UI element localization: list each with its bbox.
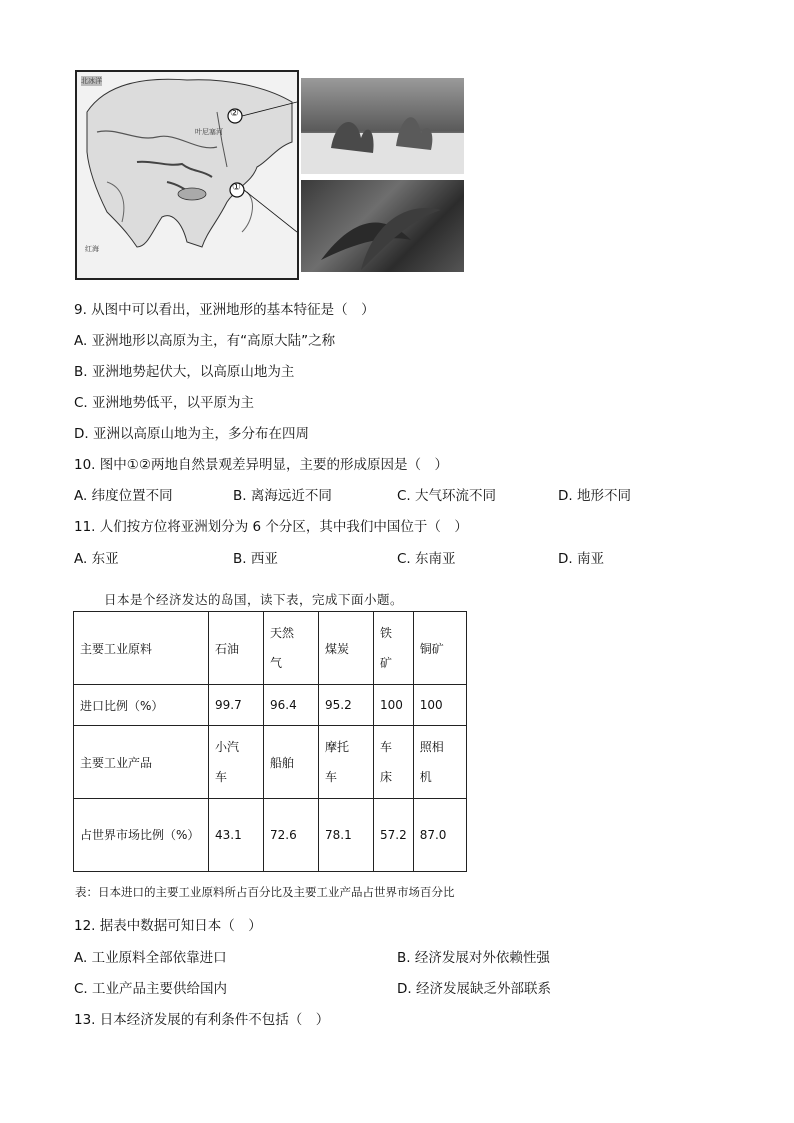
table-cell: 小汽车	[209, 726, 264, 799]
question-11-option-a[interactable]: A. 东亚	[74, 551, 119, 567]
table-row	[74, 799, 467, 872]
table-cell: 72.6	[264, 799, 319, 872]
question-10-stem: 10. 图中①②两地自然景观差异明显，主要的形成原因是（ ）	[74, 457, 448, 473]
question-10-option-a[interactable]: A. 纬度位置不同	[74, 488, 173, 504]
question-11-option-c[interactable]: C. 东南亚	[397, 551, 456, 567]
map-label-sea: 红海	[85, 245, 99, 253]
question-11-stem: 11. 人们按方位将亚洲划分为 6 个分区，其中我们中国位于（ ）	[74, 519, 468, 535]
table-cell: 车床	[374, 726, 414, 799]
question-10-option-d[interactable]: D. 地形不同	[558, 488, 631, 504]
table-cell: 天然气	[264, 612, 319, 685]
table-cell: 石油	[209, 612, 264, 685]
question-13-stem: 13. 日本经济发展的有利条件不包括（ ）	[74, 1012, 330, 1028]
question-9-option-a[interactable]: A. 亚洲地形以高原为主，有“高原大陆”之称	[74, 333, 336, 349]
table-cell: 100	[413, 685, 466, 726]
japan-industry-table	[73, 611, 467, 872]
table-cell: 铜矿	[413, 612, 466, 685]
question-11-option-b[interactable]: B. 西亚	[233, 551, 278, 567]
question-9-option-b[interactable]: B. 亚洲地势起伏大，以高原山地为主	[74, 364, 295, 380]
table-cell: 照相机	[413, 726, 466, 799]
table-row	[74, 685, 467, 726]
table-cell: 铁矿	[374, 612, 414, 685]
table-cell: 船舶	[264, 726, 319, 799]
question-12-option-d[interactable]: D. 经济发展缺乏外部联系	[397, 981, 551, 997]
table-cell: 煤炭	[319, 612, 374, 685]
table-row	[74, 726, 467, 799]
map-marker-1: ①	[232, 182, 241, 193]
table-cell: 进口比例（%）	[74, 685, 209, 726]
question-11-option-d[interactable]: D. 南亚	[558, 551, 604, 567]
table-cell: 99.7	[209, 685, 264, 726]
question-12-option-c[interactable]: C. 工业产品主要供给国内	[74, 981, 228, 997]
table-cell: 摩托车	[319, 726, 374, 799]
table-cell: 100	[374, 685, 414, 726]
table-cell: 主要工业原料	[74, 612, 209, 685]
table-intro: 日本是个经济发达的岛国，读下表，完成下面小题。	[104, 592, 404, 607]
question-10-option-c[interactable]: C. 大气环流不同	[397, 488, 497, 504]
question-9-option-c[interactable]: C. 亚洲地势低平，以平原为主	[74, 395, 255, 411]
question-9-stem: 9. 从图中可以看出，亚洲地形的基本特征是（ ）	[74, 302, 375, 318]
landscape-photo-tundra	[301, 78, 464, 174]
table-cell: 主要工业产品	[74, 726, 209, 799]
question-12-stem: 12. 据表中数据可知日本（ ）	[74, 918, 262, 934]
question-10-option-b[interactable]: B. 离海远近不同	[233, 488, 332, 504]
landscape-photo-rainforest	[301, 180, 464, 272]
table-cell: 占世界市场比例（%）	[74, 799, 209, 872]
question-12-option-b[interactable]: B. 经济发展对外依赖性强	[397, 950, 550, 966]
table-row	[74, 612, 467, 685]
asia-map-drawing	[77, 72, 297, 278]
table-cell: 95.2	[319, 685, 374, 726]
table-cell: 57.2	[374, 799, 414, 872]
map-marker-2: ②	[230, 108, 239, 119]
table-cell: 43.1	[209, 799, 264, 872]
table-cell: 87.0	[413, 799, 466, 872]
asia-map-figure	[75, 70, 299, 280]
question-9-option-d[interactable]: D. 亚洲以高原山地为主，多分布在四周	[74, 426, 309, 442]
table-cell: 78.1	[319, 799, 374, 872]
table-caption: 表：日本进口的主要工业原料所占百分比及主要工业产品占世界市场百分比	[75, 885, 455, 899]
map-label-ocean: 北冰洋	[81, 77, 102, 85]
map-label-river: 叶尼塞河	[195, 128, 223, 136]
question-12-option-a[interactable]: A. 工业原料全部依靠进口	[74, 950, 227, 966]
table-cell: 96.4	[264, 685, 319, 726]
